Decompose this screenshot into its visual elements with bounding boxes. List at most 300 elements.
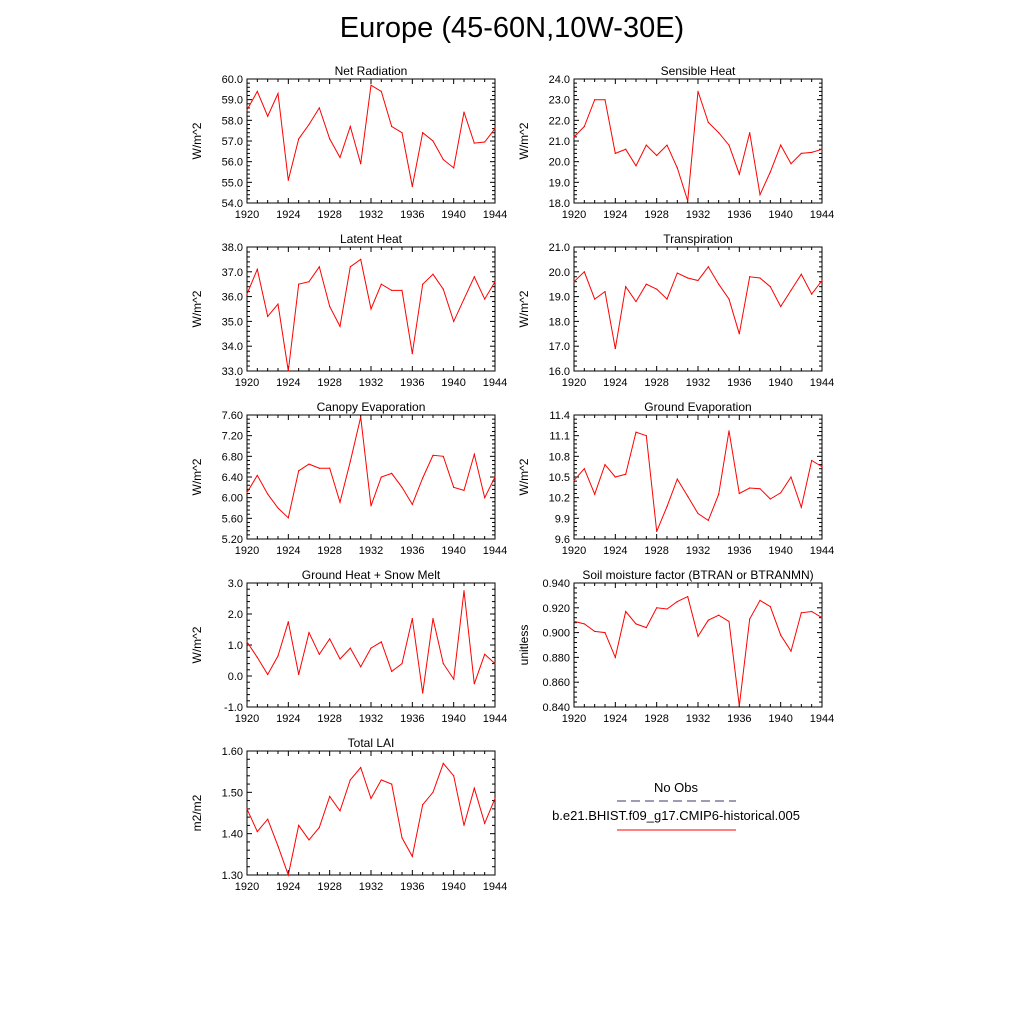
data-point [412, 186, 413, 187]
data-point [267, 674, 268, 675]
y-tick-label: 57.0 [221, 136, 243, 148]
y-tick-label: 19.0 [548, 291, 570, 304]
data-point [319, 654, 320, 655]
data-point [329, 306, 330, 307]
y-tick-label: 37.0 [221, 266, 243, 279]
y-tick-label: 3.0 [227, 578, 243, 590]
data-point [625, 611, 626, 612]
panel-title: Total LAI [347, 736, 395, 750]
y-tick-label: 58.0 [221, 115, 243, 128]
data-point [604, 632, 605, 633]
data-point [594, 494, 595, 495]
data-point [708, 620, 709, 621]
data-point [811, 611, 812, 612]
data-point [443, 159, 444, 160]
y-tick-label: 0.940 [542, 578, 570, 590]
data-point [801, 612, 802, 613]
data-point [604, 464, 605, 465]
page-title: Europe (45-60N,10W-30E) [339, 12, 685, 44]
chart-panel-4 [517, 232, 834, 389]
data-point [494, 663, 495, 664]
data-point [780, 145, 781, 146]
y-tick-label: 19.0 [548, 177, 570, 190]
y-tick-label: 55.0 [221, 177, 243, 190]
chart-panel-1 [190, 64, 507, 221]
data-point [360, 416, 361, 417]
data-point [494, 281, 495, 282]
data-point [422, 132, 423, 133]
data-point [770, 171, 771, 172]
data-point [677, 167, 678, 168]
legend [552, 780, 800, 830]
x-tick-label: 1928 [644, 377, 669, 389]
y-tick-label: 0.840 [542, 702, 570, 714]
data-point [443, 289, 444, 290]
data-point [257, 657, 258, 658]
data-point [494, 476, 495, 477]
y-tick-label: 36.0 [221, 291, 243, 304]
data-point [635, 623, 636, 624]
data-point [594, 631, 595, 632]
data-point [391, 783, 392, 784]
data-point [350, 461, 351, 462]
data-point [811, 152, 812, 153]
data-point [749, 132, 750, 133]
data-point [443, 763, 444, 764]
data-point [288, 517, 289, 518]
data-point [484, 141, 485, 142]
data-point [246, 109, 247, 110]
plot-frame [574, 583, 822, 707]
y-tick-label: 18.0 [548, 316, 570, 329]
data-point [677, 272, 678, 273]
data-point [739, 333, 740, 334]
data-point [401, 132, 402, 133]
data-point [474, 683, 475, 684]
y-tick-label: 10.8 [548, 451, 570, 464]
data-point [656, 289, 657, 290]
x-tick-label: 1932 [358, 209, 384, 221]
data-point [370, 798, 371, 799]
y-tick-label: 0.920 [542, 602, 570, 615]
data-point [350, 648, 351, 649]
data-point [432, 618, 433, 619]
y-tick-label: 1.40 [221, 828, 243, 841]
y-tick-label: 34.0 [221, 341, 243, 354]
data-point [370, 308, 371, 309]
data-point [443, 663, 444, 664]
series-line [247, 417, 495, 518]
data-point [573, 136, 574, 137]
data-point [708, 520, 709, 521]
data-point [474, 788, 475, 789]
x-tick-label: 1936 [400, 209, 425, 221]
y-axis-label: W/m^2 [190, 122, 204, 160]
panel-title: Ground Heat + Snow Melt [301, 568, 441, 582]
x-tick-label: 1920 [561, 209, 587, 221]
x-tick-label: 1924 [276, 881, 301, 893]
x-tick-label: 1920 [561, 377, 587, 389]
data-point [339, 658, 340, 659]
panel-title: Latent Heat [339, 232, 403, 246]
data-point [463, 590, 464, 591]
data-point [790, 476, 791, 477]
data-point [360, 666, 361, 667]
data-point [811, 294, 812, 295]
data-point [267, 316, 268, 317]
y-axis-label: W/m^2 [517, 458, 531, 496]
data-point [308, 632, 309, 633]
data-point [759, 600, 760, 601]
data-point [329, 468, 330, 469]
data-point [573, 281, 574, 282]
y-tick-label: 7.60 [221, 410, 243, 422]
data-point [801, 507, 802, 508]
data-point [749, 487, 750, 488]
data-point [412, 618, 413, 619]
data-point [770, 606, 771, 607]
data-point [728, 145, 729, 146]
panel-title: Ground Evaporation [644, 400, 752, 414]
data-point [329, 138, 330, 139]
data-point [801, 274, 802, 275]
data-point [790, 651, 791, 652]
data-point [666, 298, 667, 299]
data-point [646, 284, 647, 285]
data-point [350, 126, 351, 127]
data-point [821, 149, 822, 150]
data-point [319, 107, 320, 108]
data-point [277, 655, 278, 656]
data-point [718, 284, 719, 285]
data-point [584, 126, 585, 127]
data-point [770, 286, 771, 287]
y-tick-label: 11.4 [549, 410, 570, 422]
data-point [339, 157, 340, 158]
x-tick-label: 1932 [685, 545, 711, 557]
y-tick-label: 0.900 [542, 627, 570, 640]
data-point [257, 475, 258, 476]
x-tick-label: 1944 [809, 545, 835, 557]
x-tick-label: 1936 [727, 545, 752, 557]
data-point [453, 679, 454, 680]
x-tick-label: 1928 [644, 209, 669, 221]
data-point [584, 271, 585, 272]
data-point [687, 200, 688, 201]
data-point [463, 825, 464, 826]
data-point [625, 286, 626, 287]
series-line [247, 763, 495, 875]
x-tick-label: 1928 [317, 881, 342, 893]
x-tick-label: 1920 [234, 377, 260, 389]
plot-frame [247, 415, 495, 539]
y-axis-label: unitless [517, 624, 531, 666]
chart-panel-8 [517, 568, 834, 725]
data-point [484, 654, 485, 655]
y-tick-label: 7.20 [221, 430, 243, 443]
data-point [656, 155, 657, 156]
data-point [484, 497, 485, 498]
data-point [381, 641, 382, 642]
data-point [432, 274, 433, 275]
data-point [697, 280, 698, 281]
data-point [790, 163, 791, 164]
x-tick-label: 1932 [358, 881, 384, 893]
data-point [319, 827, 320, 828]
x-tick-label: 1936 [400, 713, 425, 725]
data-point [708, 266, 709, 267]
data-point [422, 477, 423, 478]
data-point [370, 85, 371, 86]
data-point [267, 493, 268, 494]
x-tick-label: 1920 [561, 713, 587, 725]
x-tick-label: 1932 [358, 713, 384, 725]
data-point [656, 607, 657, 608]
x-tick-label: 1928 [317, 713, 342, 725]
data-point [432, 140, 433, 141]
legend-label-model: b.e21.BHIST.f09_g17.CMIP6-historical.005 [552, 808, 800, 823]
data-point [484, 298, 485, 299]
panel-title: Net Radiation [334, 64, 408, 78]
data-point [350, 266, 351, 267]
data-point [298, 284, 299, 285]
data-point [246, 294, 247, 295]
x-tick-label: 1944 [809, 209, 835, 221]
data-point [677, 601, 678, 602]
data-point [708, 122, 709, 123]
y-axis-label: W/m^2 [190, 290, 204, 328]
data-point [474, 454, 475, 455]
data-point [298, 138, 299, 139]
y-tick-label: 1.30 [221, 870, 243, 882]
y-tick-label: 23.0 [548, 94, 570, 107]
x-tick-label: 1924 [603, 545, 628, 557]
data-point [728, 298, 729, 299]
y-axis-label: W/m^2 [190, 458, 204, 496]
data-point [308, 839, 309, 840]
data-point [277, 507, 278, 508]
y-axis-label: W/m^2 [517, 122, 531, 160]
y-tick-label: 20.0 [548, 266, 570, 279]
y-tick-label: 9.9 [554, 513, 570, 526]
x-tick-label: 1924 [603, 377, 628, 389]
data-point [329, 796, 330, 797]
x-tick-label: 1920 [234, 881, 260, 893]
x-tick-label: 1920 [234, 545, 260, 557]
y-tick-label: 59.0 [221, 94, 243, 107]
y-tick-label: 20.0 [548, 156, 570, 169]
data-point [821, 280, 822, 281]
x-tick-label: 1944 [482, 209, 508, 221]
y-tick-label: 16.0 [548, 366, 570, 378]
data-point [687, 277, 688, 278]
series-line [574, 91, 822, 200]
data-point [453, 775, 454, 776]
data-point [246, 808, 247, 809]
data-point [381, 284, 382, 285]
data-point [594, 99, 595, 100]
chart-panel-6 [517, 400, 834, 557]
data-point [494, 128, 495, 129]
data-point [821, 466, 822, 467]
data-point [453, 321, 454, 322]
data-point [801, 153, 802, 154]
x-tick-label: 1940 [441, 713, 466, 725]
data-point [370, 648, 371, 649]
y-tick-label: -1.0 [224, 702, 243, 714]
data-point [360, 259, 361, 260]
data-point [687, 496, 688, 497]
data-point [370, 505, 371, 506]
data-point [666, 506, 667, 507]
data-point [288, 621, 289, 622]
data-point [604, 291, 605, 292]
data-point [718, 132, 719, 133]
data-point [381, 91, 382, 92]
data-point [329, 638, 330, 639]
data-point [790, 290, 791, 291]
data-point [308, 124, 309, 125]
data-point [780, 492, 781, 493]
data-point [697, 91, 698, 92]
data-point [298, 674, 299, 675]
data-point [339, 326, 340, 327]
data-point [360, 163, 361, 164]
y-tick-label: 10.5 [548, 472, 570, 484]
data-point [573, 621, 574, 622]
data-point [625, 149, 626, 150]
panel-title: Soil moisture factor (BTRAN or BTRANMN) [582, 568, 814, 582]
x-tick-label: 1944 [482, 713, 508, 725]
data-point [432, 792, 433, 793]
y-tick-label: 54.0 [221, 198, 243, 210]
x-tick-label: 1924 [276, 545, 301, 557]
data-point [718, 494, 719, 495]
data-point [718, 615, 719, 616]
data-point [443, 456, 444, 457]
data-point [666, 145, 667, 146]
x-tick-label: 1920 [234, 209, 260, 221]
data-point [739, 173, 740, 174]
panel-title: Canopy Evaporation [316, 400, 426, 414]
chart-panel-5 [190, 400, 507, 557]
plot-frame [574, 415, 822, 539]
series-line [574, 431, 822, 532]
data-point [339, 810, 340, 811]
x-tick-label: 1924 [603, 209, 628, 221]
data-point [257, 91, 258, 92]
data-point [635, 165, 636, 166]
data-point [246, 492, 247, 493]
y-tick-label: 9.6 [554, 534, 570, 546]
data-point [615, 476, 616, 477]
data-point [319, 266, 320, 267]
data-point [770, 498, 771, 499]
data-point [728, 430, 729, 431]
chart-panel-3 [190, 232, 507, 389]
x-tick-label: 1944 [482, 545, 508, 557]
data-point [277, 303, 278, 304]
data-point [646, 145, 647, 146]
data-point [422, 804, 423, 805]
data-point [432, 455, 433, 456]
x-tick-label: 1924 [603, 713, 628, 725]
y-tick-label: 24.0 [548, 74, 570, 86]
x-tick-label: 1940 [768, 713, 793, 725]
x-tick-label: 1924 [276, 713, 301, 725]
data-point [267, 819, 268, 820]
data-point [615, 657, 616, 658]
data-point [463, 490, 464, 491]
data-point [463, 111, 464, 112]
data-point [780, 634, 781, 635]
y-tick-label: 60.0 [221, 74, 243, 86]
y-tick-label: 0.0 [227, 671, 243, 683]
data-point [257, 269, 258, 270]
legend-label-obs: No Obs [653, 780, 699, 795]
y-tick-label: 1.50 [221, 787, 243, 800]
x-tick-label: 1928 [644, 545, 669, 557]
data-point [687, 596, 688, 597]
x-tick-label: 1928 [317, 545, 342, 557]
x-tick-label: 1940 [768, 209, 793, 221]
data-point [453, 167, 454, 168]
chart-panel-7 [190, 568, 507, 725]
x-tick-label: 1936 [400, 545, 425, 557]
data-point [401, 837, 402, 838]
x-tick-label: 1936 [400, 377, 425, 389]
data-point [697, 636, 698, 637]
x-tick-label: 1944 [482, 881, 508, 893]
data-point [635, 301, 636, 302]
y-axis-label: W/m^2 [517, 290, 531, 328]
x-tick-label: 1936 [727, 713, 752, 725]
x-tick-label: 1920 [234, 713, 260, 725]
y-tick-label: 5.60 [221, 513, 243, 526]
series-line [574, 267, 822, 349]
data-point [615, 153, 616, 154]
data-point [739, 705, 740, 706]
data-point [308, 463, 309, 464]
series-line [247, 259, 495, 371]
plot-frame [574, 247, 822, 371]
data-point [594, 298, 595, 299]
data-point [484, 823, 485, 824]
y-tick-label: 33.0 [221, 366, 243, 378]
data-point [308, 281, 309, 282]
y-tick-label: 5.20 [221, 534, 243, 546]
data-point [277, 845, 278, 846]
data-point [677, 478, 678, 479]
x-tick-label: 1928 [317, 209, 342, 221]
y-tick-label: 11.1 [549, 430, 570, 443]
data-point [463, 298, 464, 299]
data-point [584, 468, 585, 469]
x-tick-label: 1940 [441, 545, 466, 557]
x-tick-label: 1936 [727, 377, 752, 389]
chart-panel-2 [517, 64, 834, 221]
data-point [339, 502, 340, 503]
data-point [360, 767, 361, 768]
x-tick-label: 1932 [685, 713, 711, 725]
x-tick-label: 1920 [561, 545, 587, 557]
x-tick-label: 1924 [276, 209, 301, 221]
data-point [319, 468, 320, 469]
data-point [246, 641, 247, 642]
panel-title: Transpiration [663, 232, 733, 246]
data-point [615, 348, 616, 349]
data-point [646, 435, 647, 436]
